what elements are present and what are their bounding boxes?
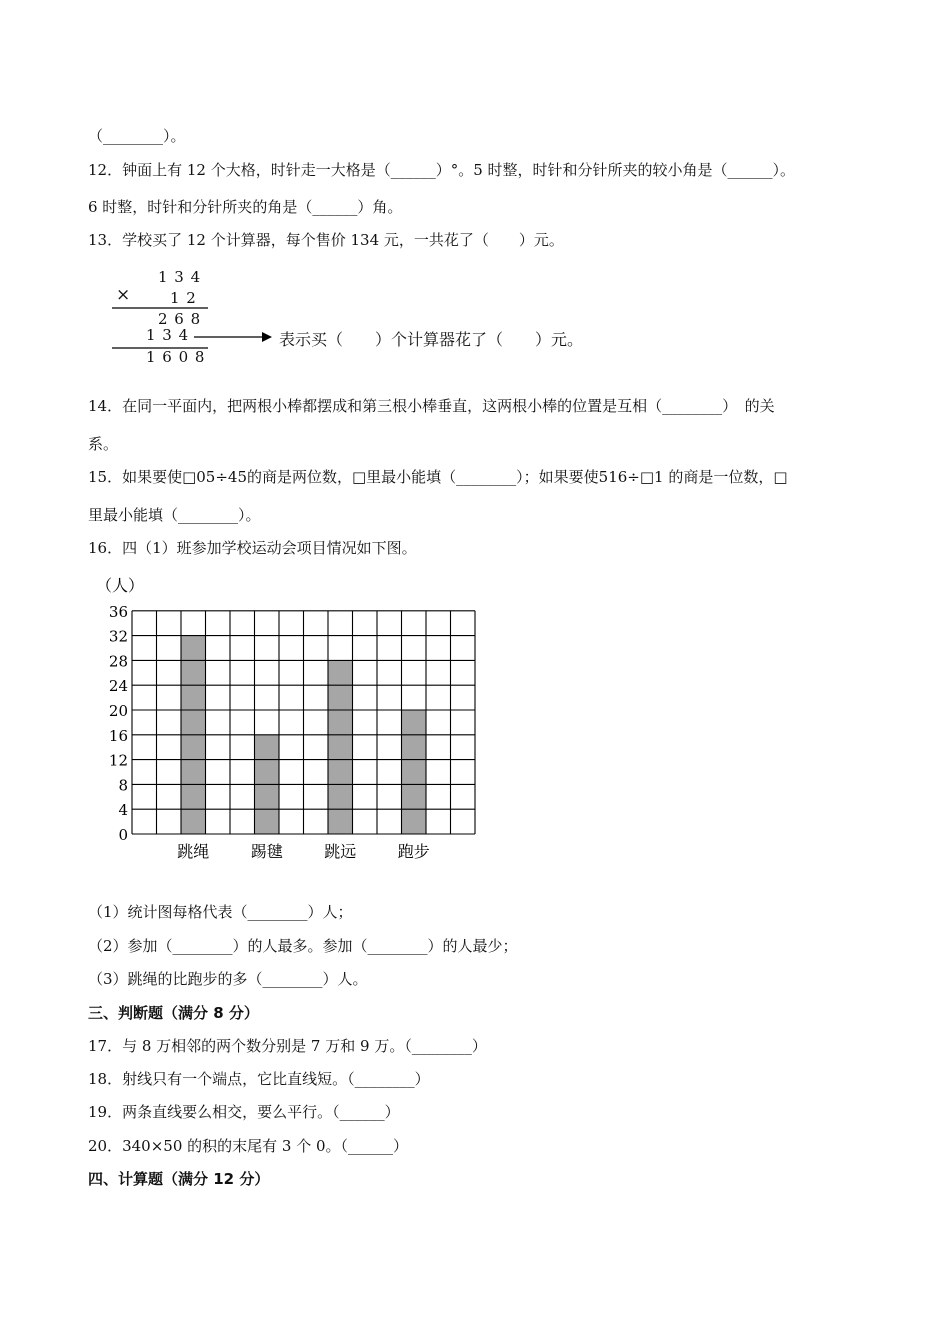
y-tick-label: 16: [108, 726, 128, 745]
question-19: 19．两条直线要么相交，要么平行。（______）: [88, 1103, 400, 1121]
mult-annotation: 表示买（ ）个计算器花了（ ）元。: [279, 330, 584, 349]
arrow-head: [262, 332, 272, 342]
y-tick-label: 4: [118, 801, 128, 820]
question-15-line-1: 15．如果要使□05÷45的商是两位数，□里最小能填（________）；如果要使516÷□1 的商是一位数，□: [88, 468, 788, 486]
y-tick-label: 12: [108, 751, 128, 770]
bar-chart: [0, 570, 520, 870]
question-16-part-3: （3）跳绳的比跑步的多（________）人。: [88, 970, 368, 988]
question-17: 17．与 8 万相邻的两个数分别是 7 万和 9 万。（________）: [88, 1037, 487, 1055]
mult-top-number: 1 3 4: [158, 268, 202, 286]
y-tick-label: 0: [118, 826, 128, 844]
question-12-line-2: 6 时整，时针和分针所夹的角是（______）角。: [88, 198, 403, 216]
section-4-heading: 四、计算题（满分 12 分）: [88, 1170, 270, 1188]
x-category-label: 踢毽: [250, 842, 283, 861]
y-tick-label: 32: [108, 627, 128, 646]
line-blank-continuation: （________）。: [88, 127, 186, 145]
y-unit-label: （人）: [96, 576, 145, 595]
mult-partial-1: 2 6 8: [158, 310, 202, 328]
mult-second-number: 1 2: [170, 289, 197, 307]
question-16-part-1: （1）统计图每格代表（________）人；: [88, 903, 353, 921]
x-category-label: 跳远: [324, 842, 357, 861]
mult-times-sign: ×: [116, 285, 131, 305]
bar-3: [328, 660, 353, 834]
x-category-label: 跳绳: [177, 842, 210, 861]
y-tick-label: 28: [108, 652, 128, 671]
section-3-heading: 三、判断题（满分 8 分）: [88, 1004, 259, 1022]
question-13: 13．学校买了 12 个计算器，每个售价 134 元，一共花了（ ）元。: [88, 231, 564, 249]
bar-4: [402, 710, 427, 834]
y-tick-label: 20: [108, 702, 128, 720]
question-14-line-1: 14．在同一平面内，把两根小棒都摆成和第三根小棒垂直，这两根小棒的位置是互相（________） 的关: [88, 397, 775, 415]
question-20: 20．340×50 的积的末尾有 3 个 0。（______）: [88, 1137, 409, 1155]
question-18: 18．射线只有一个端点，它比直线短。（________）: [88, 1070, 430, 1088]
x-category-label: 跑步: [397, 842, 430, 861]
y-tick-label: 24: [108, 677, 128, 696]
question-16-part-2: （2）参加（________）的人最多。参加（________）的人最少；: [88, 937, 518, 955]
mult-partial-2: 1 3 4: [146, 326, 190, 344]
y-tick-label: 36: [108, 602, 128, 621]
question-14-line-2: 系。: [88, 435, 119, 453]
question-15-line-2: 里最小能填（________）。: [88, 506, 261, 524]
question-16: 16．四（1）班参加学校运动会项目情况如下图。: [88, 539, 417, 557]
y-tick-label: 8: [118, 776, 128, 795]
question-12-line-1: 12．钟面上有 12 个大格，时针走一大格是（______）°。5 时整，时针和分针所夹的较小角是（______）。: [88, 161, 796, 179]
mult-result: 1 6 0 8: [146, 348, 206, 366]
